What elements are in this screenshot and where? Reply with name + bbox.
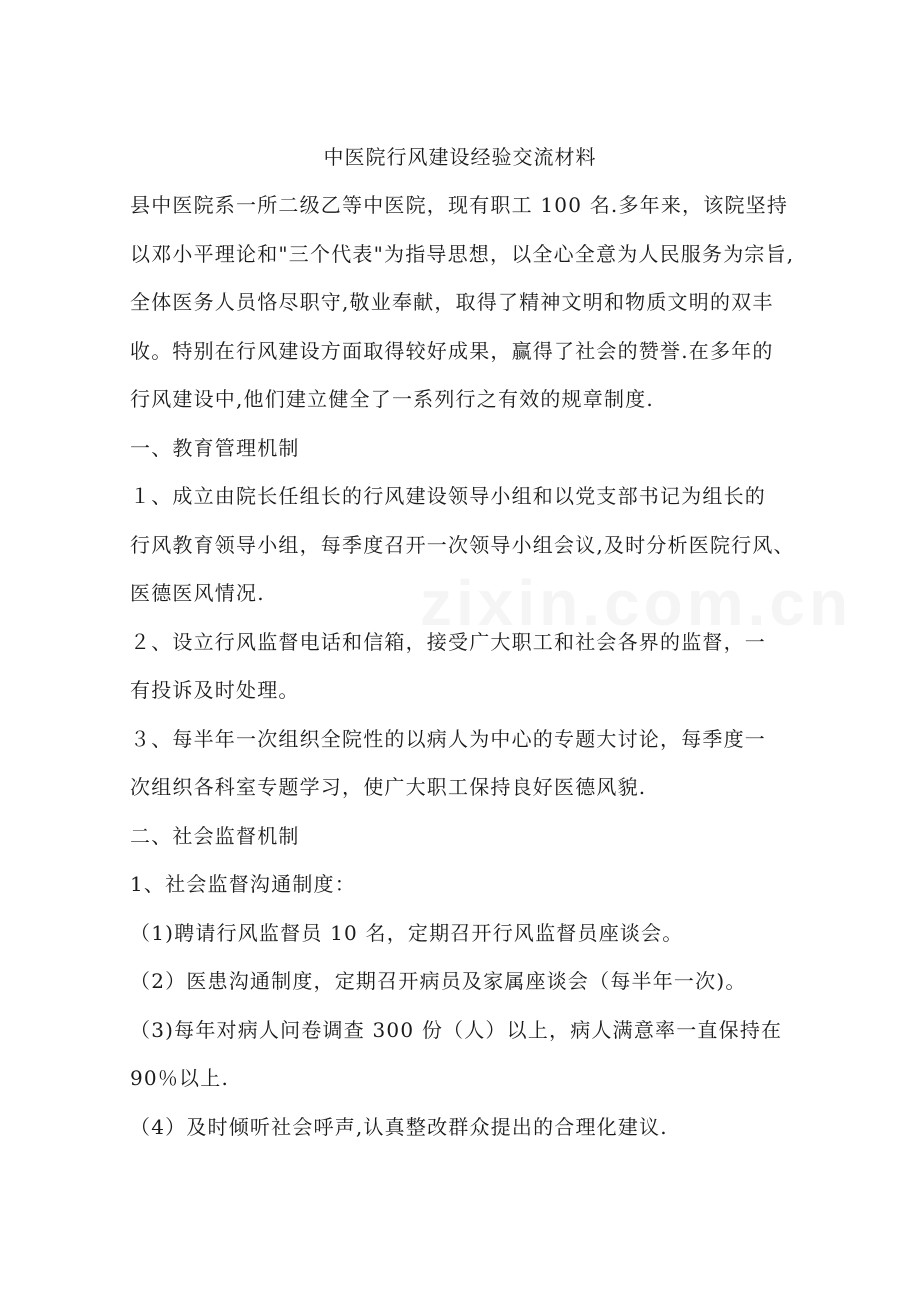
document-title: 中医院行风建设经验交流材料 [323, 145, 597, 169]
section-heading: 一、教育管理机制 [130, 436, 300, 460]
paragraph-line: ２、设立行风监督电话和信箱，接受广大职工和社会各界的监督，一 [130, 630, 766, 654]
paragraph-line: ３、每半年一次组织全院性的以病人为中心的专题大讨论，每季度一 [130, 727, 766, 751]
paragraph-line: 县中医院系一所二级乙等中医院，现有职工 100 名.多年来，该院坚持 [130, 193, 789, 217]
list-item: （3)每年对病人问卷调查 300 份（人）以上，病人满意率一直保持在 [130, 1018, 783, 1042]
paragraph-line: 以邓小平理论和"三个代表"为指导思想，以全心全意为人民服务为宗旨, [130, 242, 795, 266]
list-item: （2）医患沟通制度，定期召开病员及家属座谈会（每半年一次)。 [130, 969, 747, 993]
watermark: zixin.com.cn [420, 567, 853, 639]
list-item: （4）及时倾听社会呼声,认真整改群众提出的合理化建议. [130, 1115, 668, 1139]
list-item: （1)聘请行风监督员 10 名，定期召开行风监督员座谈会。 [130, 921, 684, 945]
paragraph-line: 全体医务人员恪尽职守,敬业奉献，取得了精神文明和物质文明的双丰 [130, 290, 774, 314]
list-item: 90％以上. [130, 1066, 230, 1090]
paragraph-line: 医德医风情况. [130, 581, 265, 605]
paragraph-line: 行风教育领导小组，每季度召开一次领导小组会议,及时分析医院行风、 [130, 533, 795, 557]
paragraph-line: 次组织各科室专题学习，使广大职工保持良好医德风貌. [130, 775, 647, 799]
section-heading: 二、社会监督机制 [130, 824, 300, 848]
paragraph-line: 有投诉及时处理。 [130, 678, 300, 702]
subsection-heading: 1、社会监督沟通制度： [130, 872, 356, 896]
paragraph-line: 行风建设中,他们建立健全了一系列行之有效的规章制度. [130, 387, 654, 411]
paragraph-line: 收。特别在行风建设方面取得较好成果，赢得了社会的赞誉.在多年的 [130, 339, 774, 363]
paragraph-line: １、成立由院长任组长的行风建设领导小组和以党支部书记为组长的 [130, 484, 766, 508]
